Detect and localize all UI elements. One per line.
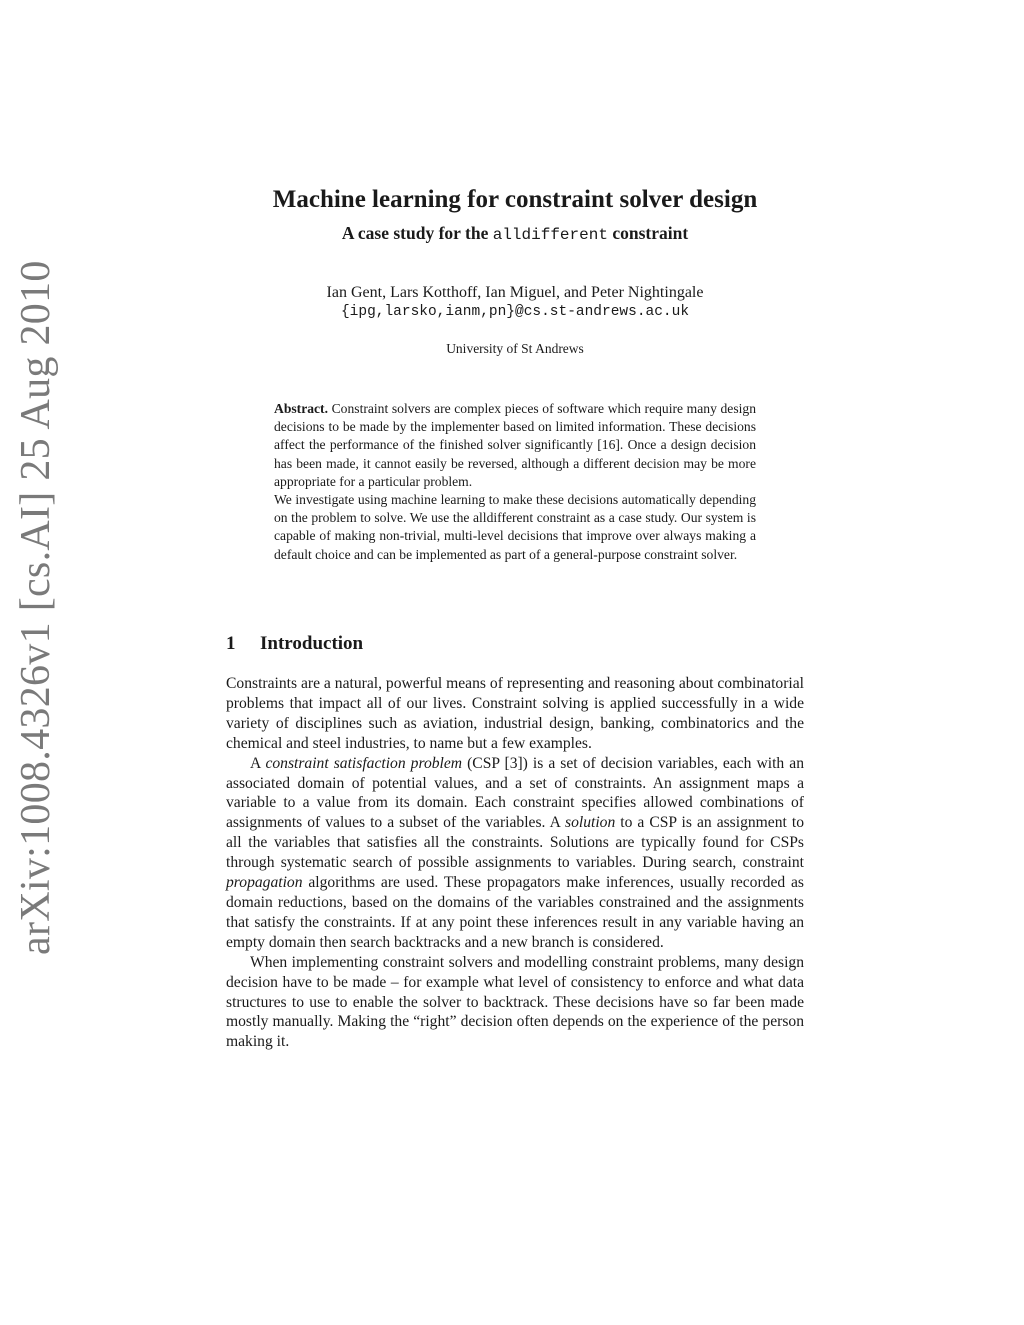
abstract-paragraph-1 xyxy=(274,400,756,491)
section-title: Introduction xyxy=(260,633,364,654)
affiliation: University of St Andrews xyxy=(446,341,584,356)
author-list: Ian Gent, Lars Kotthoff, Ian Miguel, and Peter Nightingale xyxy=(326,284,704,301)
body-paragraph-1: Constraints are a natural, powerful means of representing and reasoning about combinatorial problems that impact all of our lives. Constraint solving is applied successfully in a wide variety of disciplines such as aviation, industrial design, banking, combinatorics and the chemical and steel industries, to name but a few examples. xyxy=(226,675,804,752)
p2-emphasis-propagation: propagation xyxy=(226,874,303,892)
subtitle-prefix: A case study for the xyxy=(341,223,493,243)
section-number: 1 xyxy=(226,633,236,654)
subtitle-code: alldifferent xyxy=(492,226,608,244)
p2-emphasis-solution: solution xyxy=(565,814,616,832)
paper-subtitle xyxy=(226,223,804,244)
p2-text-a: A xyxy=(250,754,266,772)
abstract xyxy=(274,400,756,564)
p2-text-c: to a CSP is an assignment to all the variables that satisfies all the constraints. Solutions are typically found for CSPs through systematic search of possible assignments to variables. During search, constraint xyxy=(226,814,804,872)
abstract-label: Abstract. xyxy=(274,401,328,416)
body-paragraph-2 xyxy=(226,754,804,953)
abstract-text-1: Constraint solvers are complex pieces of software which require many design decisions to be made by the implementer based on limited information. These decisions affect the performance of the finished solver significantly [16]. Once a design decision has been made, it cannot easily be reversed, although a different decision may be more appropriate for a particular problem. xyxy=(274,401,756,489)
author-emails: {ipg,larsko,ianm,pn}@cs.st-andrews.ac.uk xyxy=(340,304,690,320)
abstract-paragraph-2: We investigate using machine learning to make these decisions automatically depending on the problem to solve. We use the alldifferent constraint as a case study. Our system is capable of making non-trivial, multi-level decisions that improve over always making a default choice and can be implemented as part of a general-purpose constraint solver. xyxy=(274,492,756,562)
arxiv-stamp: arXiv:1008.4326v1 [cs.AI] 25 Aug 2010 xyxy=(13,260,59,955)
paper-title: Machine learning for constraint solver design xyxy=(272,186,758,213)
body-paragraph-3: When implementing constraint solvers and modelling constraint problems, many design decision have to be made – for example what level of consistency to enforce and what data structures to use to enable the solver to backtrack. These decisions have so far been made mostly manually. Making the “right” decision often depends on the experience of the person making it. xyxy=(226,953,804,1051)
p2-text-d: algorithms are used. These propagators make inferences, usually recorded as domain reductions, based on the domains of the variables constrained and the assignments that satisfy the constraints. If at any point these inferences result in any variable having an empty domain then search backtracks and a new branch is considered. xyxy=(226,874,804,951)
section-heading xyxy=(226,633,363,655)
p2-emphasis-csp: constraint satisfaction problem xyxy=(265,754,463,772)
subtitle-suffix: constraint xyxy=(607,223,689,243)
p2-text-b: (CSP [3]) is a set of decision variables, each with an associated domain of potential values, and a set of constraints. An assignment maps a variable to a value from its domain. Each constraint specifies allowed combinations of assignments of values to a subset of the variables. A xyxy=(226,754,804,832)
body-text xyxy=(226,674,804,1052)
